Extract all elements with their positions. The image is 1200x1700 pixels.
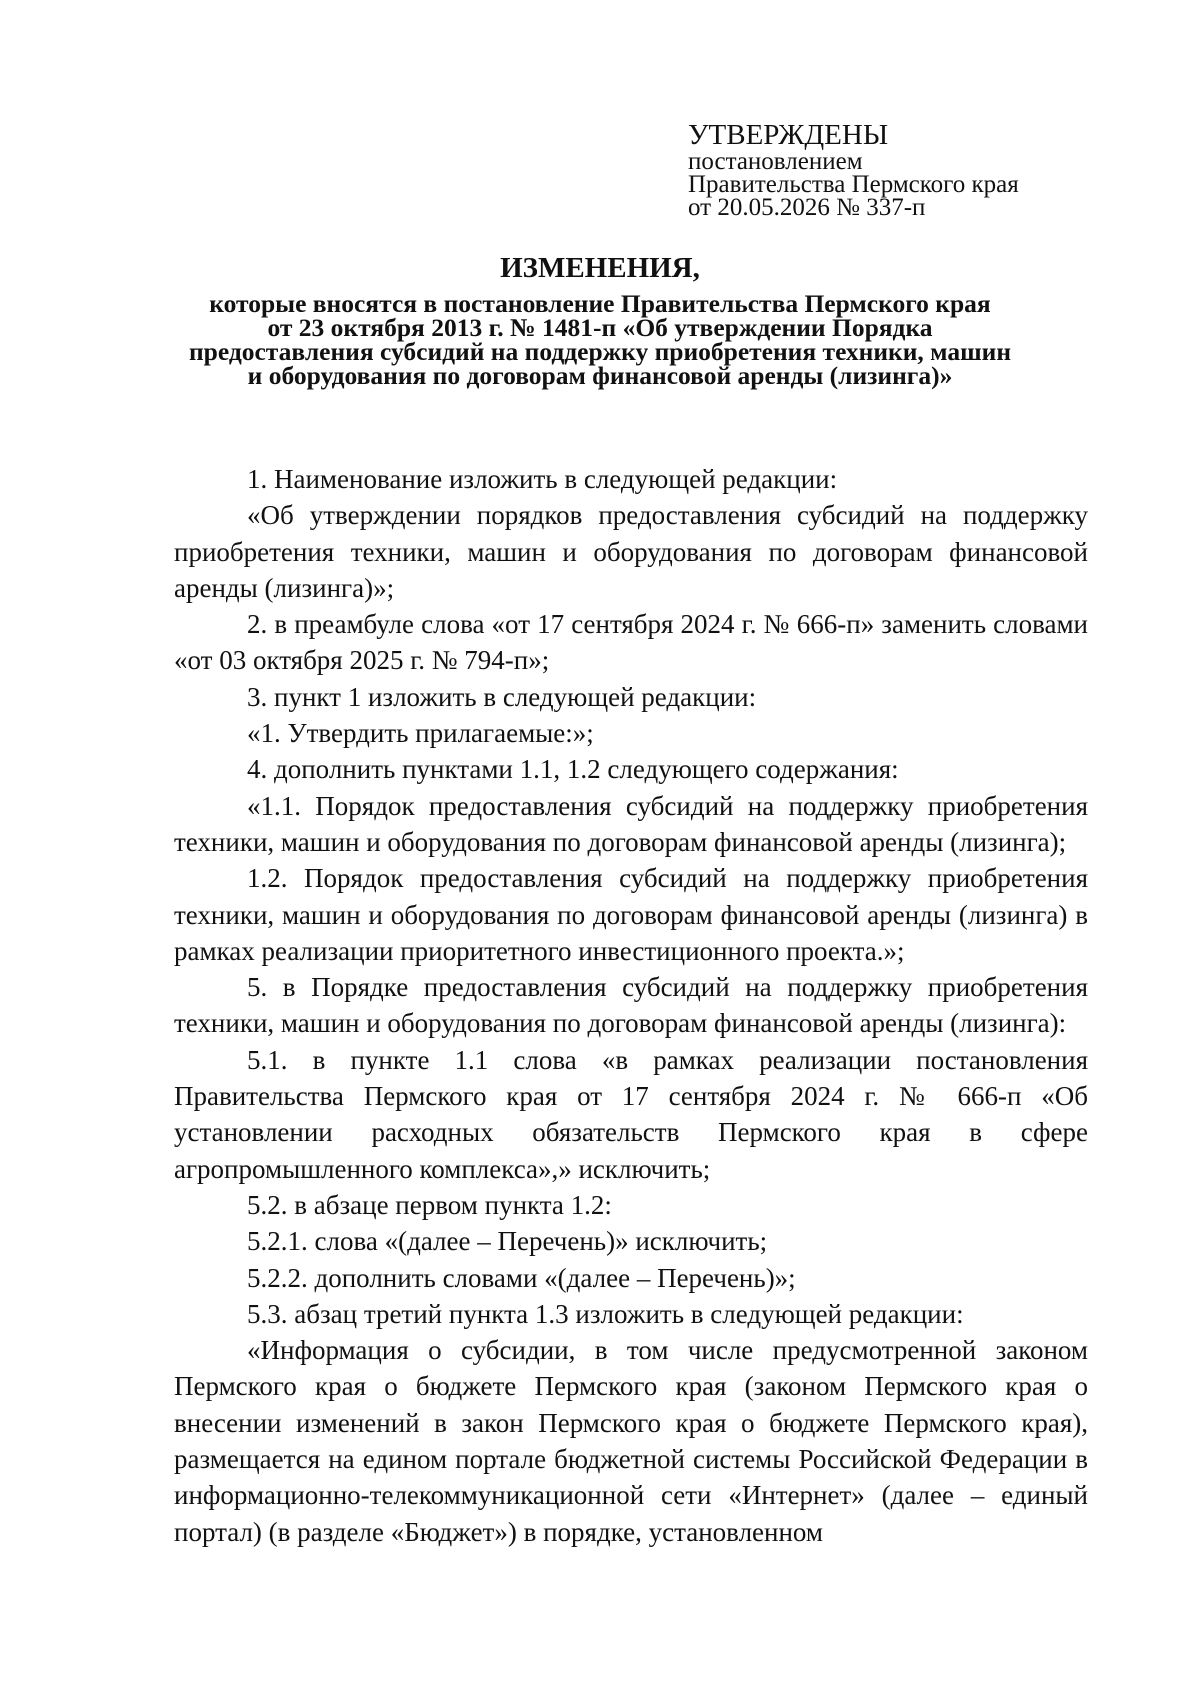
paragraph-quote-1-1: «1.1. Порядок предоставления субсидий на поддержку приобретения техники, машин и оборудования по договорам финансовой аренды (лизинга);	[174, 790, 1088, 857]
document-body	[174, 461, 1088, 1550]
paragraph-item-3: 3. пункт 1 изложить в следующей редакции:	[247, 681, 757, 712]
subtitle-line: которые вносятся в постановление Правительства Пермского края	[209, 289, 991, 318]
approval-line: Правительства Пермского края	[688, 171, 1019, 198]
paragraph-quote-info: «Информация о субсидии, в том числе предусмотренной законом Пермского края о бюджете Пермского края (законом Пермского края о внесении изменений в закон Пермского края о бюджете Пермского края), размещается на едином портале бюджетной системы Российской Федерации в информационно-телекоммуникационной сети «Интернет» (далее – единый портал) (в разделе «Бюджет») в порядке, установленном	[174, 1335, 1088, 1547]
approval-heading: УТВЕРЖДЕНЫ	[688, 119, 889, 151]
approval-line: постановлением	[688, 148, 863, 175]
document-title: ИЗМЕНЕНИЯ,	[500, 252, 700, 284]
paragraph-quote-1-2: 1.2. Порядок предоставления субсидий на поддержку приобретения техники, машин и оборудования по договорам финансовой аренды (лизинга) в рамках реализации приоритетного инвестиционного проекта.»;	[174, 863, 1088, 966]
paragraph-item-5-2: 5.2. в абзаце первом пункта 1.2:	[247, 1189, 612, 1220]
paragraph-item-5: 5. в Порядке предоставления субсидий на поддержку приобретения техники, машин и оборудования по договорам финансовой аренды (лизинга):	[174, 972, 1088, 1039]
paragraph-item-5-1: 5.1. в пункте 1.1 слова «в рамках реализации постановления Правительства Пермского края от 17 сентября 2024 г. № 666-п «Об установлении расходных обязательств Пермского края в сфере агропромышленного комплекса»,» исключить;	[174, 1044, 1088, 1184]
subtitle-line: от 23 октября 2013 г. № 1481-п «Об утверждении Порядка	[267, 313, 933, 342]
paragraph-item-5-2-1: 5.2.1. слова «(далее – Перечень)» исключить;	[247, 1226, 768, 1257]
approval-line: от 20.05.2026 № 337-п	[688, 194, 926, 221]
paragraph-item-5-2-2: 5.2.2. дополнить словами «(далее – Перечень)»;	[247, 1262, 796, 1293]
paragraph-item-5-3: 5.3. абзац третий пункта 1.3 изложить в следующей редакции:	[247, 1298, 964, 1329]
paragraph-quote-title: «Об утверждении порядков предоставления субсидий на поддержку приобретения техники, машин и оборудования по договорам финансовой аренды (лизинга)»;	[174, 500, 1088, 603]
paragraph-quote-1: «1. Утвердить прилагаемые:»;	[247, 718, 594, 749]
paragraph-item-1: 1. Наименование изложить в следующей редакции:	[247, 464, 838, 494]
paragraph-item-2: 2. в преамбуле слова «от 17 сентября 2024 г. № 666-п» заменить словами «от 03 октября 2025 г. № 794-п»;	[174, 609, 1088, 676]
paragraph-item-4: 4. дополнить пунктами 1.1, 1.2 следующего содержания:	[247, 754, 899, 785]
subtitle-line: предоставления субсидий на поддержку приобретения техники, машин	[188, 337, 1012, 366]
approval-stamp-block	[688, 120, 1148, 219]
document-subtitle	[150, 289, 1050, 390]
subtitle-line: и оборудования по договорам финансовой аренды (лизинга)»	[247, 361, 953, 390]
